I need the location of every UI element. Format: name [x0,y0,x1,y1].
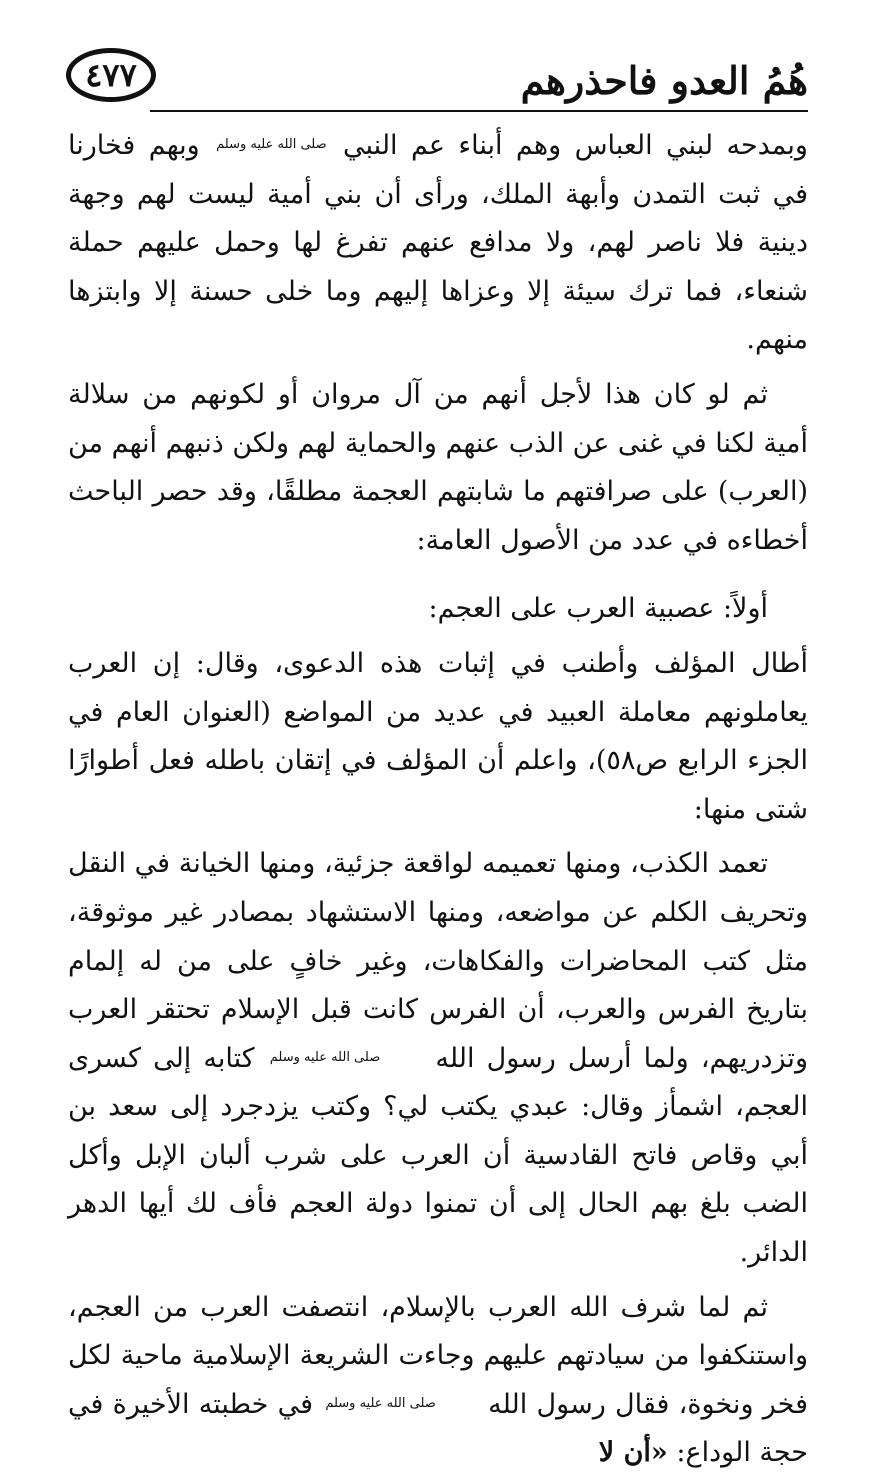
section-heading: أولاً: عصبية العرب على العجم: [428,593,768,625]
page-number: ٤٧٧ [85,56,137,94]
page-body [68,122,808,1484]
paragraph-4-end: كتابه إلى كسرى العجم، اشمأز وقال: عبدي يكتب لي؟ وكتب يزدجرد إلى سعد بن أبي وقاص فاتح القادسية أن العرب على شرب ألبان الإبل وأكل الضب بلغ بهم الحال إلى أن تمنوا دولة العجم فأف لك أيها الدهر الدائر. [68,1042,808,1269]
salutation-glyph: صلى الله عليه وسلم [269,1049,381,1065]
paragraph-3: أطال المؤلف وأطنب في إثبات هذه الدعوى، وقال: إن العرب يعاملونهم معاملة العبيد في عديد من المواضع (العنوان العام في الجزء الرابع ص٥٨)، واعلم أن المؤلف في إتقان باطله فعل أطوارًا شتى منها: [68,647,808,825]
header-rule [150,110,808,112]
spacer [68,571,808,585]
paragraph-5-start: ثم لما شرف الله العرب بالإسلام، انتصفت العرب من العجم، واستنكفوا من سيادتهم عليهم وجاءت الشريعة الإسلامية ماحية لكل فخر ونخوة، فقال رسول الله [68,1291,808,1420]
paragraph-4 [68,840,808,1277]
running-title: هُمُ العدو فاحذرهم [520,58,808,103]
paragraph-4-start: تعمد الكذب، ومنها تعميمه لواقعة جزئية، ومنها الخيانة في النقل وتحريف الكلم عن مواضعه، ومنها الاستشهاد بمصادر غير موثوقة، مثل كتب المحاضرات والفكاهات، وغير خافٍ على من له إلمام بتاريخ الفرس والعرب، أن الفرس كانت قبل الإسلام تحتقر العرب وتزدريهم، ولما أرسل رسول الله [68,848,808,1074]
paragraph-1 [68,122,808,365]
page-header [66,48,808,120]
paragraph-1-end: وبهم فخارنا في ثبت التمدن وأبهة الملك، ورأى أن بني أمية ليست لهم وجهة دينية فلا ناصر لهم، ولا مدافع عنهم تفرغ لها وحمل عليهم حملة شنعاء، فما ترك سيئة إلا وعزاها إليهم وما خلى حسنة إلا وابتزها منهم. [68,130,808,356]
salutation-glyph: صلى الله عليه وسلم [216,137,327,152]
paragraph-5-middle: في خطبته الأخيرة في حجة الوداع: [68,1388,808,1469]
page-number-frame [66,48,156,102]
paragraph-1-start: وبمدحه لبني العباس وهم أبناء عم النبي [343,130,808,161]
paragraph-5 [68,1284,808,1478]
quote-start: «أن لا [598,1437,668,1469]
salutation-glyph: صلى الله عليه وسلم [325,1395,436,1411]
paragraph-2: ثم لو كان هذا لأجل أنهم من آل مروان أو لكونهم من سلالة أمية لكنا في غنى عن الذب عنهم والحماية لهم ولكن ذنبهم أنهم من (العرب) على صرافتهم ما شابتهم العجمة مطلقًا، وقد حصر الباحث أخطاءه في عدد من الأصول العامة: [68,378,808,556]
